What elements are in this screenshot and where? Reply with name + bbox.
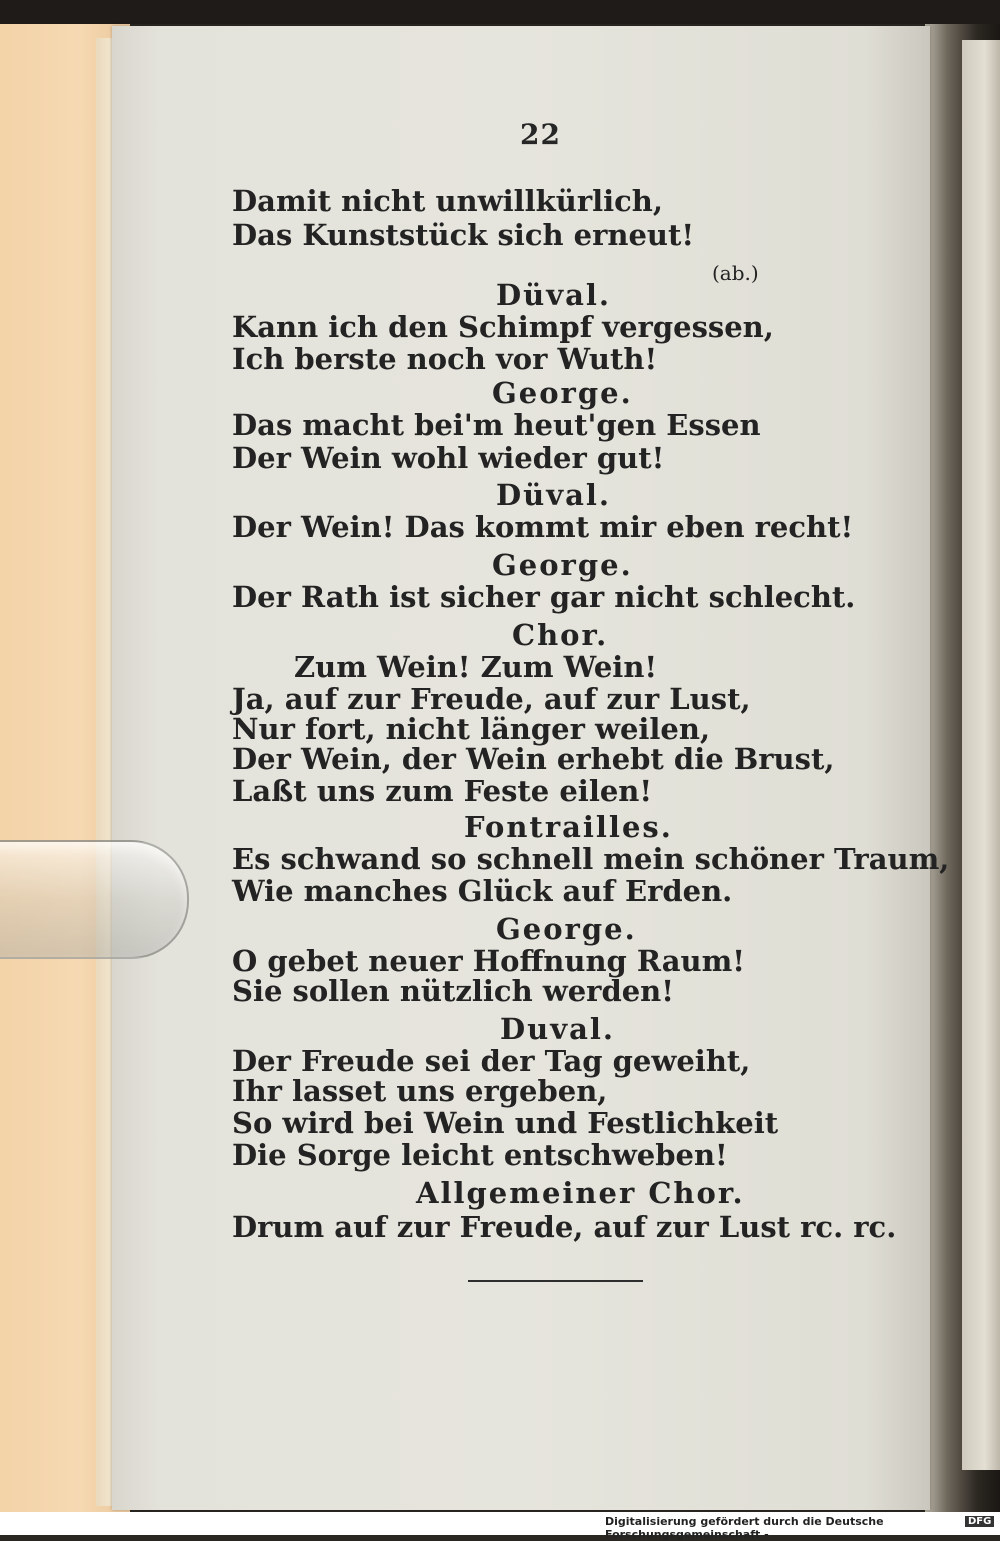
speaker-name: George. — [492, 548, 633, 582]
end-rule — [468, 1280, 643, 1282]
dfg-logo: DFG — [965, 1516, 994, 1527]
verse-line: So wird bei Wein und Festlichkeit — [232, 1106, 779, 1140]
footer-credit: Digitalisierung gefördert durch die Deutsche Forschungsgemeinschaft - — [605, 1515, 884, 1541]
verse-line: Der Wein! Das kommt mir eben recht! — [232, 510, 854, 544]
verse-line: Sie sollen nützlich werden! — [232, 974, 674, 1008]
verse-line: Die Sorge leicht entschweben! — [232, 1138, 728, 1172]
speaker-name: Allgemeiner Chor. — [416, 1176, 745, 1210]
verse-line: Drum auf zur Freude, auf zur Lust rc. rc. — [232, 1210, 897, 1244]
stage-direction: (ab.) — [712, 261, 759, 285]
verse-line: Der Rath ist sicher gar nicht schlecht. — [232, 580, 856, 614]
speaker-name: Düval. — [496, 278, 611, 312]
verse-line: Nur fort, nicht länger weilen, — [232, 712, 711, 746]
verse-line: Ja, auf zur Freude, auf zur Lust, — [232, 682, 751, 716]
speaker-name: George. — [492, 376, 633, 410]
speaker-name: Duval. — [500, 1012, 615, 1046]
verse-line: Damit nicht unwillkürlich, — [232, 184, 663, 218]
verse-line: O gebet neuer Hoffnung Raum! — [232, 944, 745, 978]
verse-line: Es schwand so schnell mein schöner Traum, — [232, 842, 950, 876]
verse-line: Laßt uns zum Feste eilen! — [232, 774, 653, 808]
verse-line: Das macht bei'm heut'gen Essen — [232, 408, 761, 442]
verse-line: Der Freude sei der Tag geweiht, — [232, 1044, 751, 1078]
verse-line: Ich berste noch vor Wuth! — [232, 342, 658, 376]
speaker-name: Düval. — [496, 478, 611, 512]
verse-line: Das Kunststück sich erneut! — [232, 218, 695, 252]
bookmark-clip — [0, 840, 189, 959]
page-number: 22 — [520, 118, 561, 151]
verse-line: Der Wein wohl wieder gut! — [232, 441, 665, 475]
speaker-name: George. — [496, 912, 637, 946]
verse-line: Ihr lasset uns ergeben, — [232, 1074, 608, 1108]
verse-line: Zum Wein! Zum Wein! — [294, 650, 658, 684]
speaker-name: Fontrailles. — [464, 810, 673, 844]
speaker-name: Chor. — [512, 618, 609, 652]
verse-line: Wie manches Glück auf Erden. — [232, 874, 733, 908]
verse-line: Kann ich den Schimpf vergessen, — [232, 310, 774, 344]
verse-line: Der Wein, der Wein erhebt die Brust, — [232, 742, 835, 776]
